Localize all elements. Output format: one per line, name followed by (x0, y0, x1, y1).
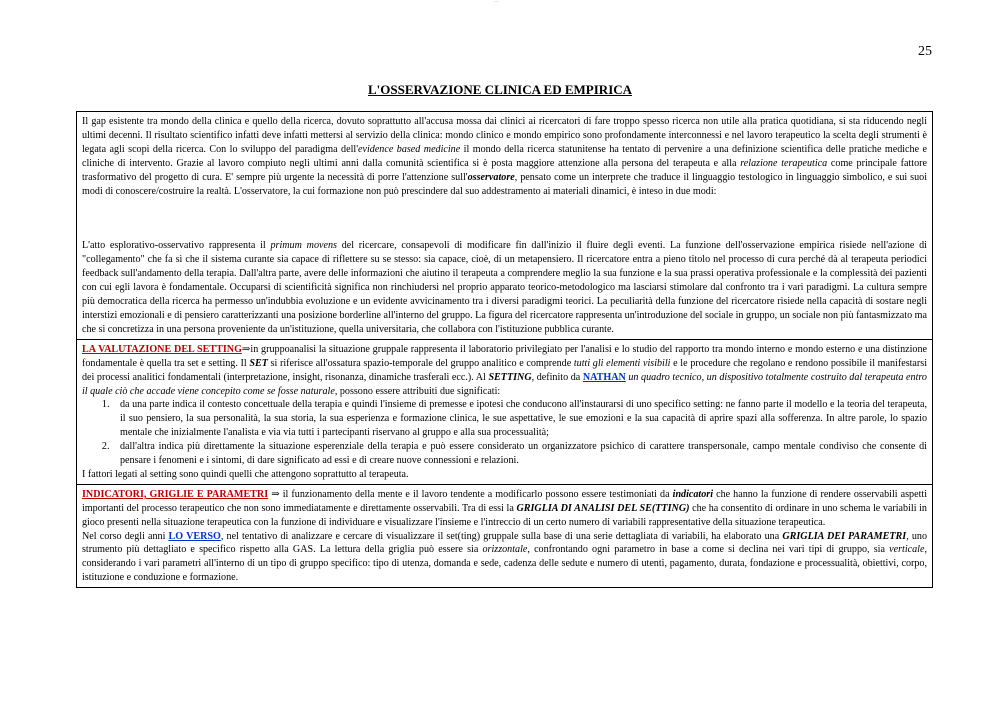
setting-meanings-list (82, 398, 927, 468)
list-item: 2. dall'altra indica più direttamente la situazione esperenziale della terapia e può essere considerato un organizzatore psichico di carattere transpersonale, campo mentale condiviso che consente di pensare i fenomeni e i sintomi, di dare significato ad essi e di creare nuove connessioni e relazioni. (112, 440, 927, 468)
orizzontale-term: orizzontale (482, 544, 528, 556)
griglia-parametri-term: GRIGLIA DEI PARAMETRI (782, 530, 907, 542)
lo-verso-paragraph (82, 530, 927, 586)
text-run: che ha consentito di ordinare in uno schema le variabili in gioco presenti nella situazione terapeutica con la funzione di individuare e visualizzare l'insieme e l'intreccio di un certo numero di variabili rappresentative della situazione terapeutica. (82, 502, 927, 528)
text-run: , nel tentativo di analizzare e cercare di visualizzare il set(ting) gruppale sulla base di una serie dettagliata di variabili, ha elaborato una (220, 530, 783, 542)
text-run: , definito da (531, 371, 583, 383)
blank-space (82, 198, 927, 239)
setting-closing: I fattori legati al setting sono quindi quelli che attengono soprattutto al terapeuta. (82, 468, 409, 480)
set-term: SET (249, 357, 268, 369)
griglia-term: GRIGLIA DI ANALISI DEL SE(TTING) (516, 502, 690, 514)
primum-movens-term: primum movens (270, 240, 337, 252)
text-run: si riferisce all'ossatura spazio-temporale del gruppo analitico e comprende (267, 357, 574, 369)
section-setting (77, 340, 932, 485)
text-run: Il gap esistente tra mondo della clinica e quello della ricerca, dovuto soprattutto all'accusa mossa dai clinici ai ricercatori di fare troppo spesso ricerca non utile alla pratica quotidiana, si sta riducendo negli ultimi decenni. Il risultato scientifico infatti deve infatti mettersi al servizio della clinica: mondo clinico e mondo empirico sono profondamente interconnessi e nel lavoro terapeutico la scelta degli strumenti è legata agli scopi della ricerca. Con lo sviluppo del paradigma dell' (82, 116, 927, 155)
section-indicators (77, 485, 932, 587)
content-table (76, 111, 933, 588)
page-number: 25 (918, 44, 932, 59)
text-run: e le procedure che regolano e rendono possibile il manifestarsi dei processi analitici fondamentali (interpretazione, insight, risonanza, dinamiche trasferali ecc.). Al (82, 357, 928, 383)
text-run: Nel corso degli anni (82, 530, 169, 542)
text-run: in gruppoanalisi la situazione gruppale rappresenta il laboratorio privilegiato per l'analisi e lo studio del rapporto tra mondo interno e mondo esterno e una distinzione fondamentale è quella tra set e setting. Il (82, 343, 927, 369)
osservatore-term: osservatore (467, 171, 515, 183)
setting-heading: LA VALUTAZIONE DEL SETTING (82, 343, 242, 355)
lo-verso-link[interactable]: LO VERSO (168, 530, 221, 542)
text-run: del ricercare, consapevoli di modificare fin dall'inizio il fluire degli eventi. La funzione dell'osservazione empirica risiede nell'azione di "collegamento" che fa sì che il sistema curante sia capace di riflettere su se stesso: sia capace, cioè, di un metapensiero. Il ricercatore entra a pieno titolo nel processo di cura perché dà al terapeuta periodici feedback sull'andamento della terapia. Dall'altra parte, avere delle informazioni che aiutino il terapeuta a comprendere meglio la sua funzione e la sua prassi operativa professionale e la complessità dei pazienti con cui egli lavora è fondamentale. Occuparsi di scientificità significa non rinchiudersi nel proprio apparato teorico-metodologico ma lasciarsi stimolare dal confronto tra i vari paradigmi. La cultura sempre più democratica della ricerca ha permesso un'indubbia evoluzione e un evidente avvicinamento tra i diversi paradigmi teorici. La peculiarità della funzione del ricercatore risiede nella capacità di sostare negli interstizi emozionali e di pensiero caratterizzanti una posizione borderline all'interno del gruppo. La figura del ricercatore rappresenta un'introduzione del sociale in gruppo, un sociale non più fantasmizzato ma che si concretizza in una persona proveniente da un'istituzione, quella universitaria, che collabora con l'istituzione pubblica curante. (82, 240, 927, 335)
header-mark: — (494, 0, 499, 5)
arrow-icon: ⇒ (271, 488, 280, 500)
text-run: che hanno la funzione di rendere osservabili aspetti importanti del processo terapeutico che non sono immediatamente e direttamente osservabili. Tra di essi la (82, 488, 927, 514)
text-run: , uno strumento più dettagliato e specifico rispetto alla GAS. La lettura della griglia può essere sia (82, 530, 928, 556)
indicatori-term: indicatori (672, 488, 714, 500)
arrow-icon: ⇒ (241, 343, 251, 355)
text-run: L'atto esplorativo-osservativo rappresenta il (82, 240, 271, 252)
nathan-link[interactable]: NATHAN (582, 371, 626, 383)
page-title: L'OSSERVAZIONE CLINICA ED EMPIRICA (367, 82, 633, 97)
verticale-term: verticale (889, 544, 925, 556)
setting-paragraph (82, 343, 927, 399)
nathan-quote: un quadro tecnico, un dispositivo totalmente costruito dal terapeuta entro il quale ciò che accade viene concepito come se fosse naturale (82, 371, 927, 397)
text-run: il funzionamento della mente e il lavoro tendente a modificarlo possono essere testimoniati da (279, 488, 673, 500)
intro-paragraph (82, 115, 927, 198)
evidence-based-term: evidence based medicine (358, 143, 461, 155)
indicators-heading: INDICATORI, GRIGLIE E PARAMETRI (82, 488, 269, 500)
relazione-term: relazione terapeutica (740, 157, 828, 169)
section-clinical-observation (77, 112, 932, 340)
text-run: , possono essere attribuiti due significati: (334, 385, 501, 397)
setting-term: SETTING (488, 371, 532, 383)
text-run: , considerando i vari parametri all'interno di un tipo di gruppo specifico: tipo di utenza, domanda e sede, cadenza delle sedute e numero di utenti, pagamento, durata, fondazione e processualità, obiettivi, corpo, istituzione e conduzione e formazione. (82, 544, 927, 584)
text-run: come principale fattore trasformativo del progetto di cura. E' sempre più urgente la necessità di porre l'attenzione sull' (82, 157, 927, 183)
visible-elements-term: tutti gli elementi visibili (573, 357, 671, 369)
text-run: il mondo della ricerca statunitense ha tentato di pervenire a una definizione scientifica delle pratiche mediche e cliniche di intervento. Grazie al lavoro compiuto negli ultimi anni dalla comunità scientifica si è posta maggiore attenzione alla persona del terapeuta e alla (82, 143, 928, 169)
indicators-paragraph (82, 488, 927, 530)
list-item: 1. da una parte indica il contesto concettuale della terapia e quindi l'insieme di premesse e ipotesi che conducono all'instaurarsi di uno specifico setting: ne fanno parte il modello e la teoria del terapeuta, il suo pensiero, la sua personalità, la sua storia, la sua esperienza e formazione clinica, le sue aspettative, le sue emozioni e la sua capacità di aprire spazi alla sofferenza. In altre parole, lo spazio mentale che inizialmente l'analista e via via tutti i partecipanti riservano al gruppo e alla sua processualità; (112, 398, 927, 440)
text-run: , confrontando ogni parametro in base a come si declina nei vari tipi di gruppo, sia (527, 544, 890, 556)
text-run: , pensato come un interprete che traduce il linguaggio testologico in linguaggio simbolico, e sui suoi modi di conoscere/costruire la realtà. L'osservatore, la cui formazione non può prescindere dal suo addestramento ai materiali dinamici, è inteso in due modi: (82, 171, 927, 197)
explorative-paragraph (82, 239, 927, 336)
